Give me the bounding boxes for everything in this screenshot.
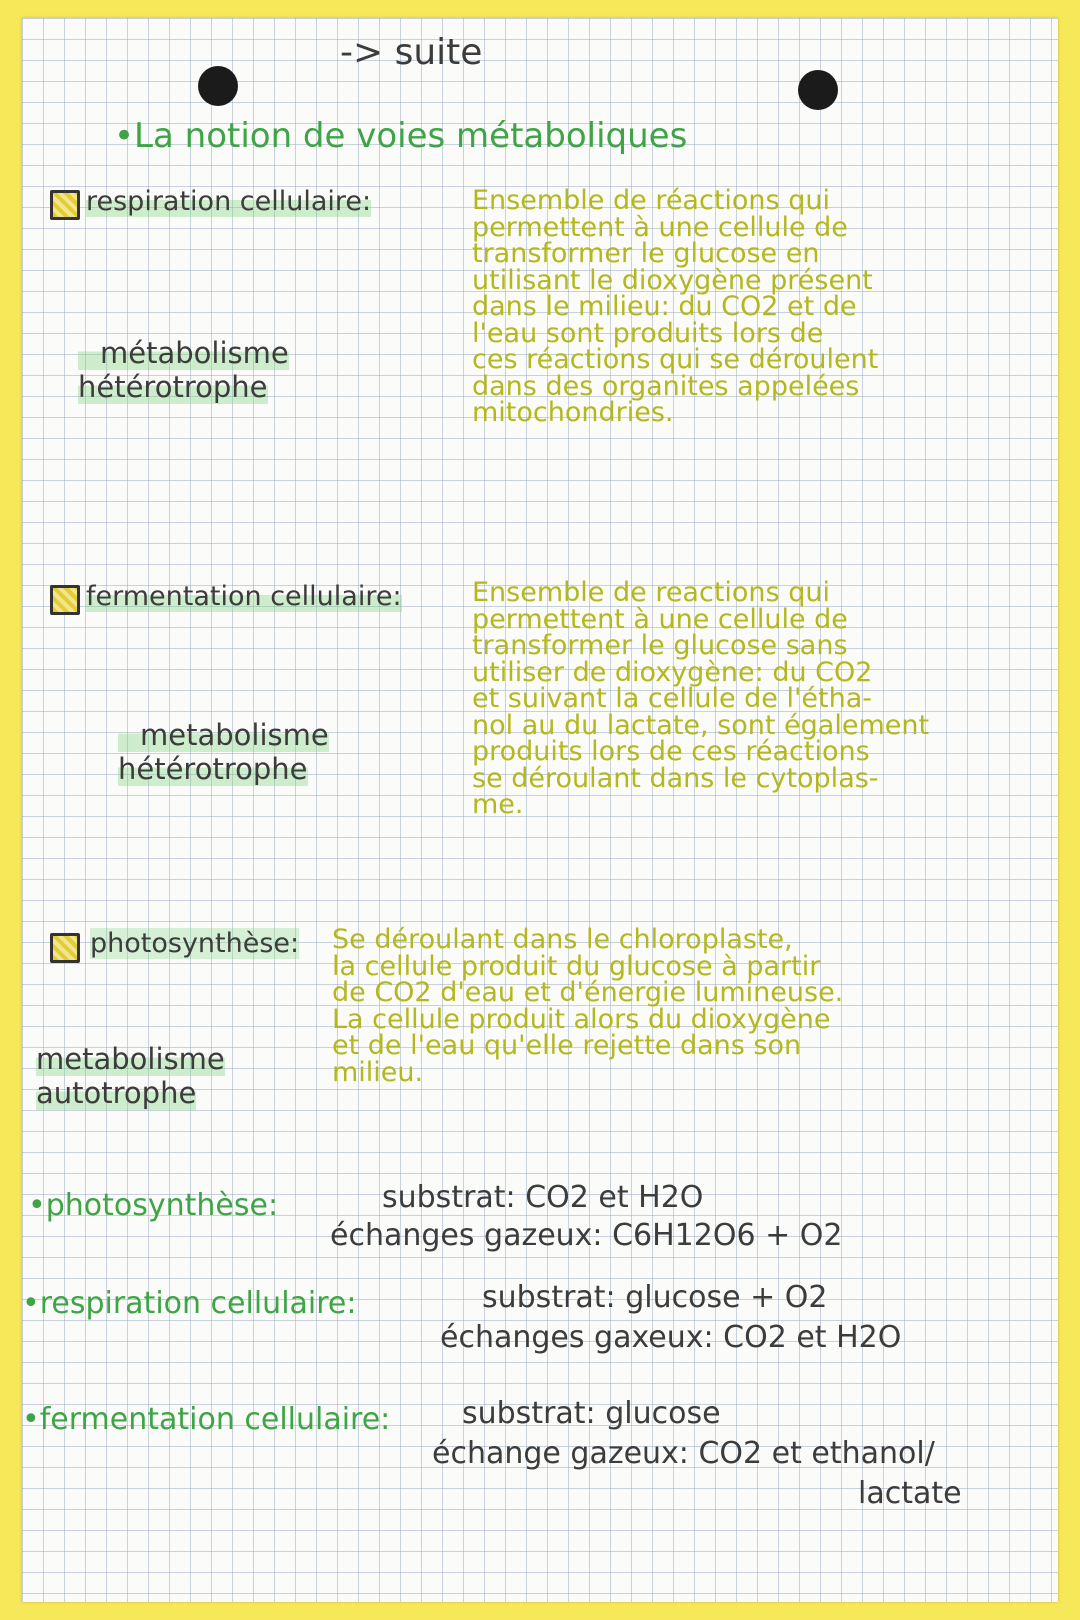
summary-respiration-echanges: échanges gaxeux: CO2 et H2O bbox=[440, 1320, 902, 1355]
label-respiration: métabolisme hétérotrophe bbox=[78, 336, 289, 404]
term-fermentation: fermentation cellulaire: bbox=[86, 581, 402, 612]
definition-photosynthese: Se déroulant dans le chloroplaste, la cellule produit du glucose à partir de CO2 d'eau et d'énergie lumineuse. La cellule produit alors du dioxygène et de l'eau qu'elle rejette dans son milieu. bbox=[332, 924, 844, 1088]
label-fermentation: metabolisme hétérotrophe bbox=[118, 718, 329, 786]
continuation-heading: -> suite bbox=[340, 32, 483, 73]
summary-respiration-substrat: substrat: glucose + O2 bbox=[482, 1280, 828, 1315]
summary-photosynthese-echanges: échanges gazeux: C6H12O6 + O2 bbox=[330, 1218, 843, 1253]
summary-photosynthese-substrat: substrat: CO2 et H2O bbox=[382, 1180, 704, 1215]
checkbox-photosynthese bbox=[50, 933, 80, 963]
checkbox-fermentation bbox=[50, 585, 80, 615]
notebook-page bbox=[22, 18, 1058, 1602]
summary-fermentation-name: •fermentation cellulaire: bbox=[22, 1402, 391, 1437]
definition-fermentation: Ensemble de reactions qui permettent à une cellule de transformer le glucose sans utiliser de dioxygène: du CO2 et suivant la cellule de l'étha- nol au du lactate, sont également produits lors de ces réactions se déroulant dans le cytoplas- me. bbox=[472, 577, 930, 820]
summary-photosynthese-name: •photosynthèse: bbox=[28, 1188, 279, 1223]
term-photosynthese: photosynthèse: bbox=[90, 928, 300, 959]
page-title: •La notion de voies métaboliques bbox=[114, 116, 688, 156]
term-respiration: respiration cellulaire: bbox=[86, 186, 372, 217]
summary-fermentation-echanges-cont: lactate bbox=[858, 1476, 962, 1511]
checkbox-respiration bbox=[50, 190, 80, 220]
summary-fermentation-echanges: échange gazeux: CO2 et ethanol/ bbox=[432, 1436, 935, 1471]
binder-hole-right bbox=[798, 70, 838, 110]
binder-hole-left bbox=[198, 66, 238, 106]
summary-respiration-name: •respiration cellulaire: bbox=[22, 1286, 357, 1321]
definition-respiration: Ensemble de réactions qui permettent à une cellule de transformer le glucose en utilisant le dioxygène présent dans le milieu: du CO2 et de l'eau sont produits lors de ces réactions qui se déroulent dans des organites appelées mitochondries. bbox=[472, 185, 879, 428]
summary-fermentation-substrat: substrat: glucose bbox=[462, 1396, 721, 1431]
label-photosynthese: metabolisme autotrophe bbox=[36, 1042, 225, 1110]
